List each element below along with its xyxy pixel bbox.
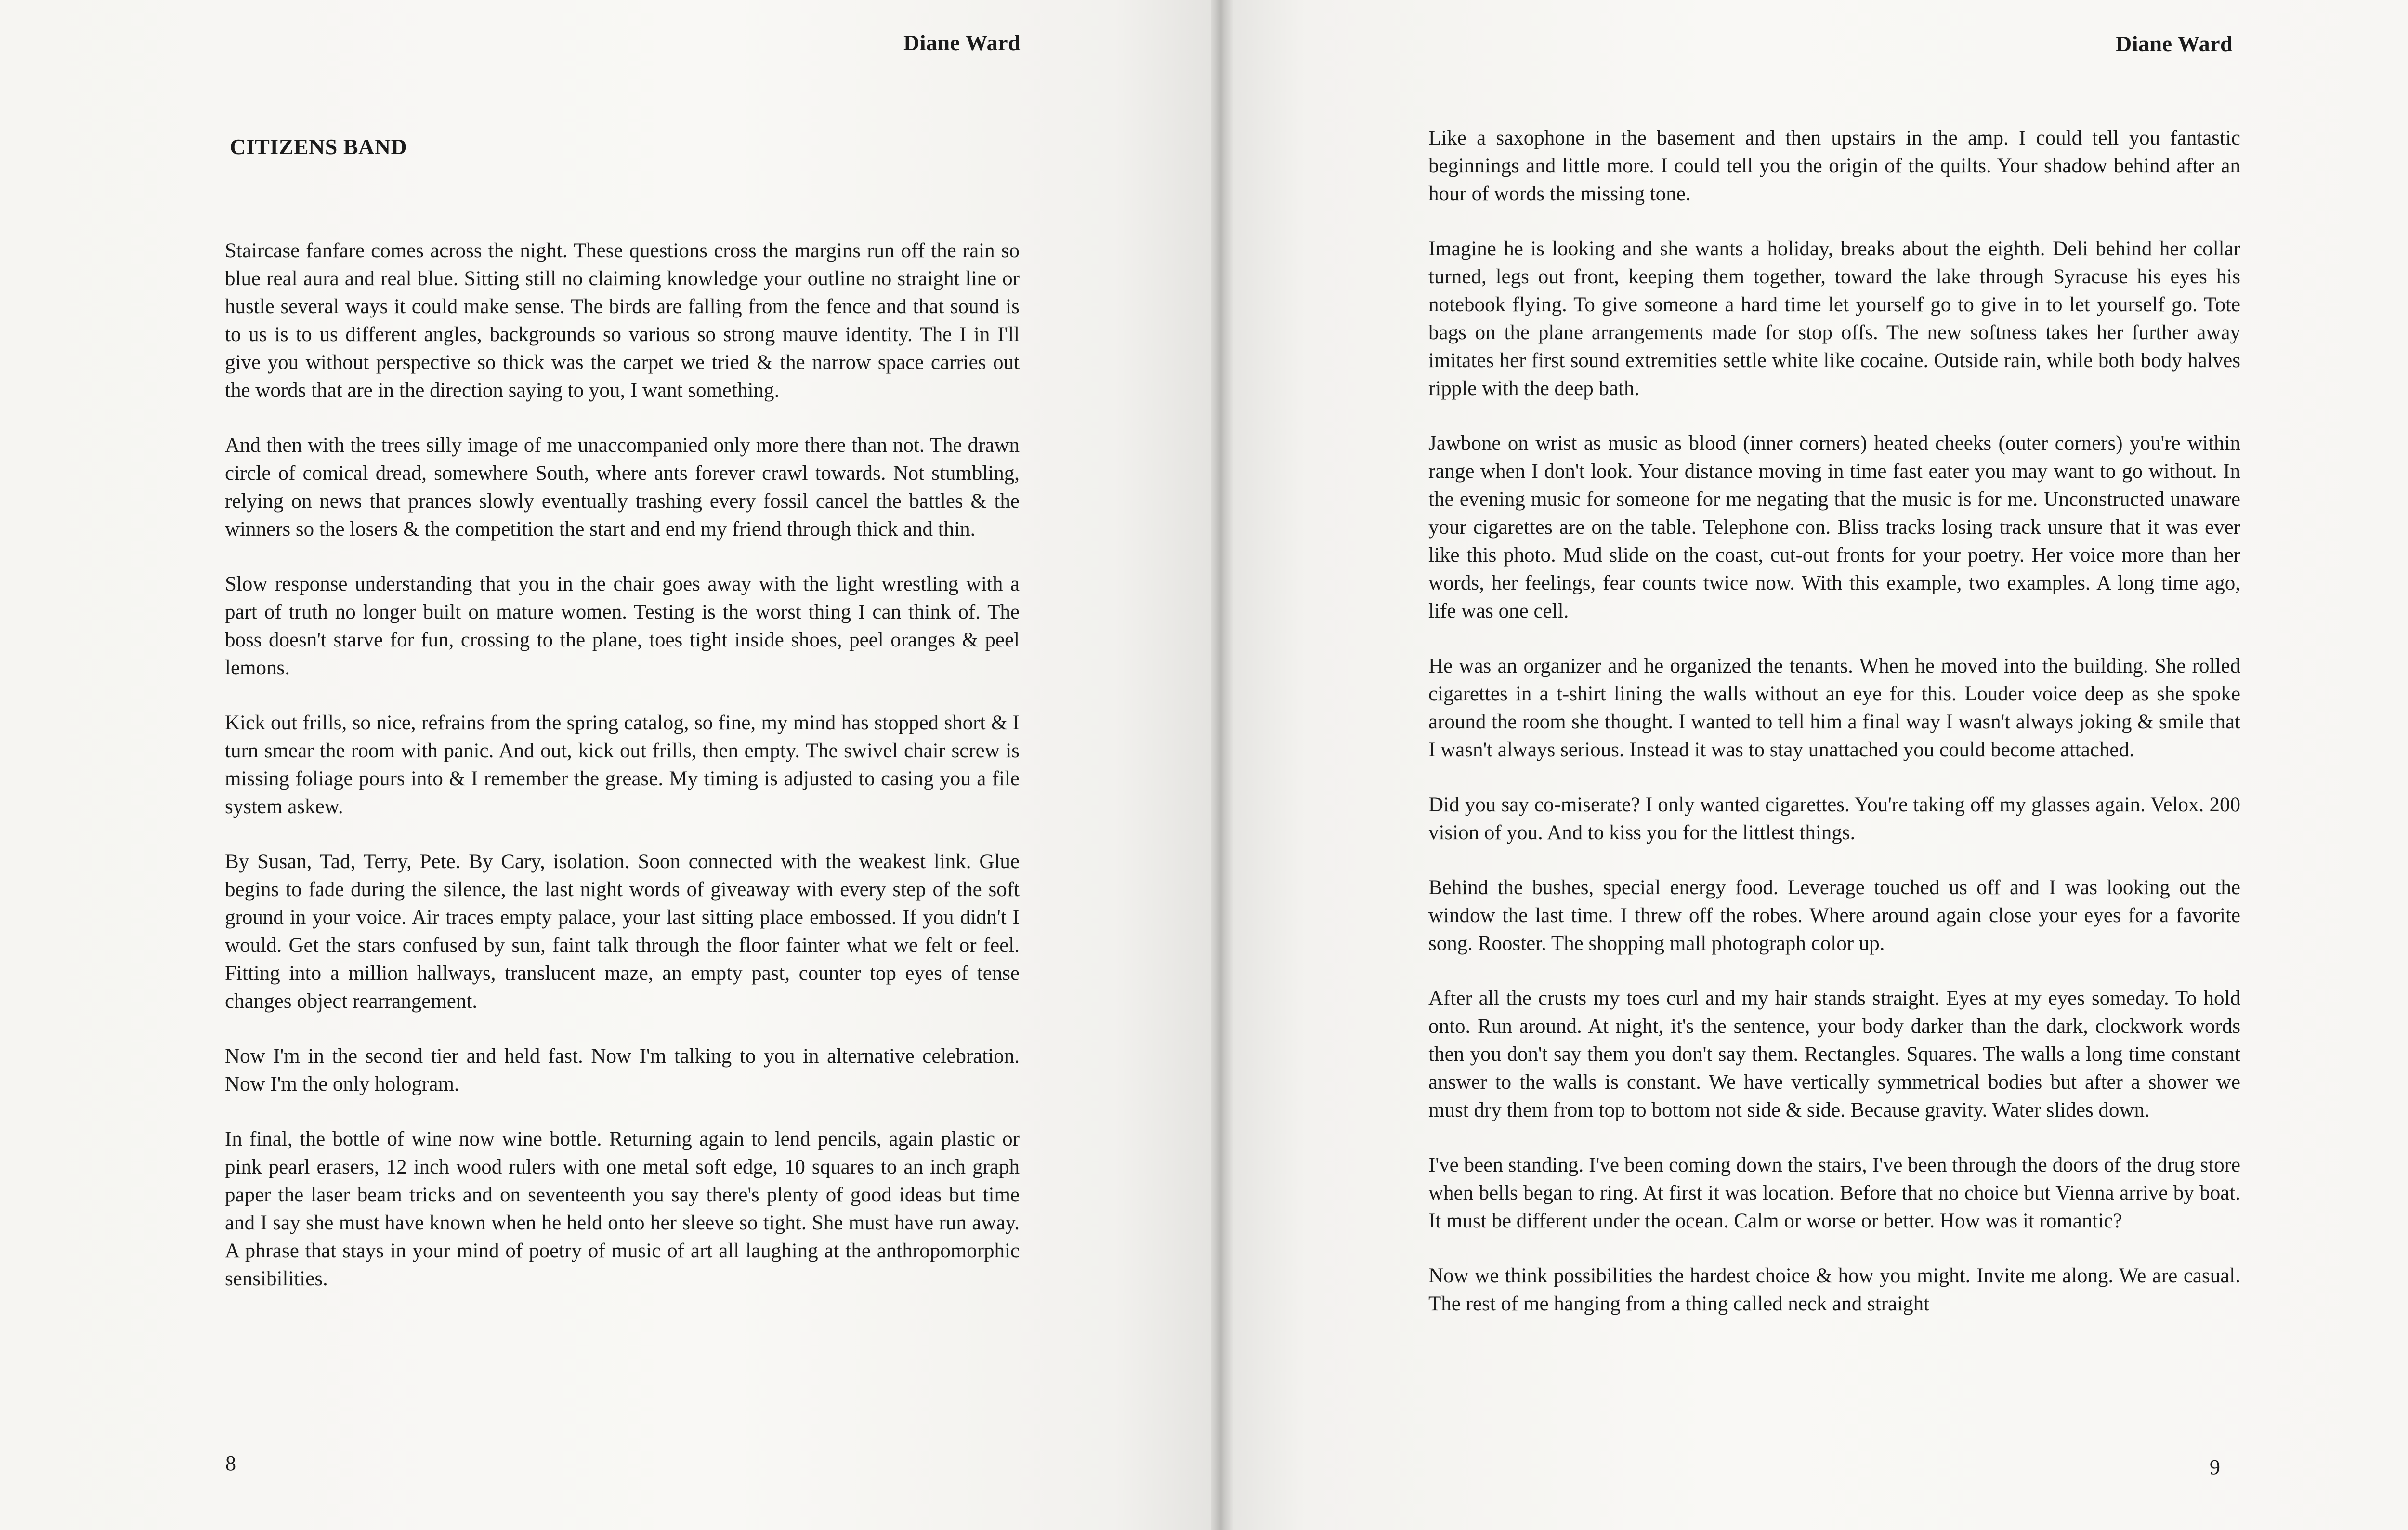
paragraph: Staircase fanfare comes across the night. These questions cross the margins run off the rain so blue real aura and real blue. Sitting still no claiming knowledge your outline no straight line or hustle several ways it could make sense. The birds are falling from the fence and that sound is to us is to us different angles, backgrounds so various so strong mauve identity. The I in I'll give you without perspective so thick was the carpet we tried & the narrow space carries out the words that are in the direction saying to you, I want something. [225,239,1020,402]
right-page [1233,0,2408,1530]
paragraph: By Susan, Tad, Terry, Pete. By Cary, isolation. Soon connected with the weakest link. Glue begins to fade during the silence, the last night words of giveaway with every step of the soft ground in your voice. Air traces empty palace, your last sitting place embossed. If you didn't I would. Get the stars confused by sun, faint talk through the floor fainter what we felt or feel. Fitting into a million hallways, translucent maze, an empty past, counter top eyes of tense changes object rearrangement. [225,850,1020,1013]
paragraph: Imagine he is looking and she wants a holiday, breaks about the eighth. Deli behind her collar turned, legs out front, keeping them together, toward the lake through Syracuse his eyes his notebook flying. To give someone a hard time let yourself go to give in to let yourself go. Tote bags on the plane arrangements made for stop offs. The new softness takes her further away imitates her first sound extremities settle white like cocaine. Outside rain, while both body halves ripple with the deep bath. [1428,237,2240,400]
paragraph: Slow response understanding that you in the chair goes away with the light wrestling with a part of truth no longer built on mature women. Testing is the worst thing I can think of. The boss doesn't starve for fun, crossing to the plane, toes tight inside shoes, peel oranges & peel lemons. [225,573,1020,679]
paragraph: Behind the bushes, special energy food. Leverage touched us off and I was looking out the window the last time. I threw off the robes. Where around again close your eyes for a favorite song. Rooster. The shopping mall photograph color up. [1428,876,2240,955]
paragraph: Kick out frills, so nice, refrains from the spring catalog, so fine, my mind has stopped short & I turn smear the room with panic. And out, kick out frills, then empty. The swivel chair screw is missing foliage pours into & I remember the grease. My timing is adjusted to casing you a file system askew. [225,712,1020,818]
left-text-column [225,237,1020,1293]
paragraph: Like a saxophone in the basement and then upstairs in the amp. I could tell you fantastic beginnings and little more. I could tell you the origin of the quilts. Your shadow behind after an hour of words the missing tone. [1428,127,2240,205]
paragraph: In final, the bottle of wine now wine bottle. Returning again to lend pencils, again plastic or pink pearl erasers, 12 inch wood rulers with one metal soft edge, 10 squares to an inch graph paper the laser beam tricks and on seventeenth you say there's plenty of good ideas but time and I say she must have known when he held onto her sleeve so tight. She must have run away. A phrase that stays in your mind of poetry of music of art all laughing at the anthropomorphic sensibilities. [225,1128,1020,1290]
paragraph: Now we think possibilities the hardest choice & how you might. Invite me along. We are casual. The rest of me hanging from a thing called neck and straight [1428,1265,2240,1315]
paragraph: And then with the trees silly image of me unaccompanied only more there than not. The drawn circle of comical dread, somewhere South, where ants forever crawl towards. Not stumbling, relying on news that prances slowly eventually trashing every fossil cancel the battles & the winners so the losers & the competition the start and end my friend through thick and thin. [225,434,1020,541]
right-text-column [1428,124,2240,1318]
paragraph: I've been standing. I've been coming down the stairs, I've been through the doors of the drug store when bells began to ring. At first it was location. Before that no choice but Vienna arrive by boat. It must be different under the ocean. Calm or worse or better. How was it romantic? [1428,1154,2240,1232]
paragraph: After all the crusts my toes curl and my hair stands straight. Eyes at my eyes someday. To hold onto. Run around. At night, it's the sentence, your body darker than the dark, clockwork words then you don't say them you don't say them. Rectangles. Squares. The walls a long time constant answer to the walls is constant. We have vertically symmetrical bodies but after a shower we must dry them from top to bottom not side & side. Because gravity. Water slides down. [1428,987,2240,1121]
page-number-right: 9 [2210,1455,2220,1479]
paragraph: Now I'm in the second tier and held fast. Now I'm talking to you in alternative celebration. Now I'm the only hologram. [225,1045,1020,1095]
page-number-left: 8 [225,1451,236,1475]
running-head-right: Diane Ward [2116,31,2233,56]
paragraph: Jawbone on wrist as music as blood (inner corners) heated cheeks (outer corners) you're within range when I don't look. Your distance moving in time fast eater you may want to go without. In the evening music for someone for me negating that the music is for me. Unconstructed unaware your cigarettes are on the table. Telephone con. Bliss tracks losing track unsure that it was ever like this photo. Mud slide on the coast, cut-out fronts for your poetry. Her voice more than her words, her feelings, fear counts twice now. With this example, two examples. A long time ago, life was one cell. [1428,432,2240,622]
poem-title: CITIZENS BAND [230,134,407,159]
paragraph: He was an organizer and he organized the tenants. When he moved into the building. She rolled cigarettes in a t-shirt lining the walls without an eye for this. Louder voice deep as she spoke around the room she thought. I wanted to tell him a final way I wasn't always joking & smile that I wasn't always serious. Instead it was to stay unattached you could become attached. [1428,655,2240,761]
book-gutter [1211,0,1233,1530]
running-head-left: Diane Ward [903,30,1021,55]
paragraph: Did you say co-miserate? I only wanted cigarettes. You're taking off my glasses again. Velox. 200 vision of you. And to kiss you for the littlest things. [1428,793,2240,844]
